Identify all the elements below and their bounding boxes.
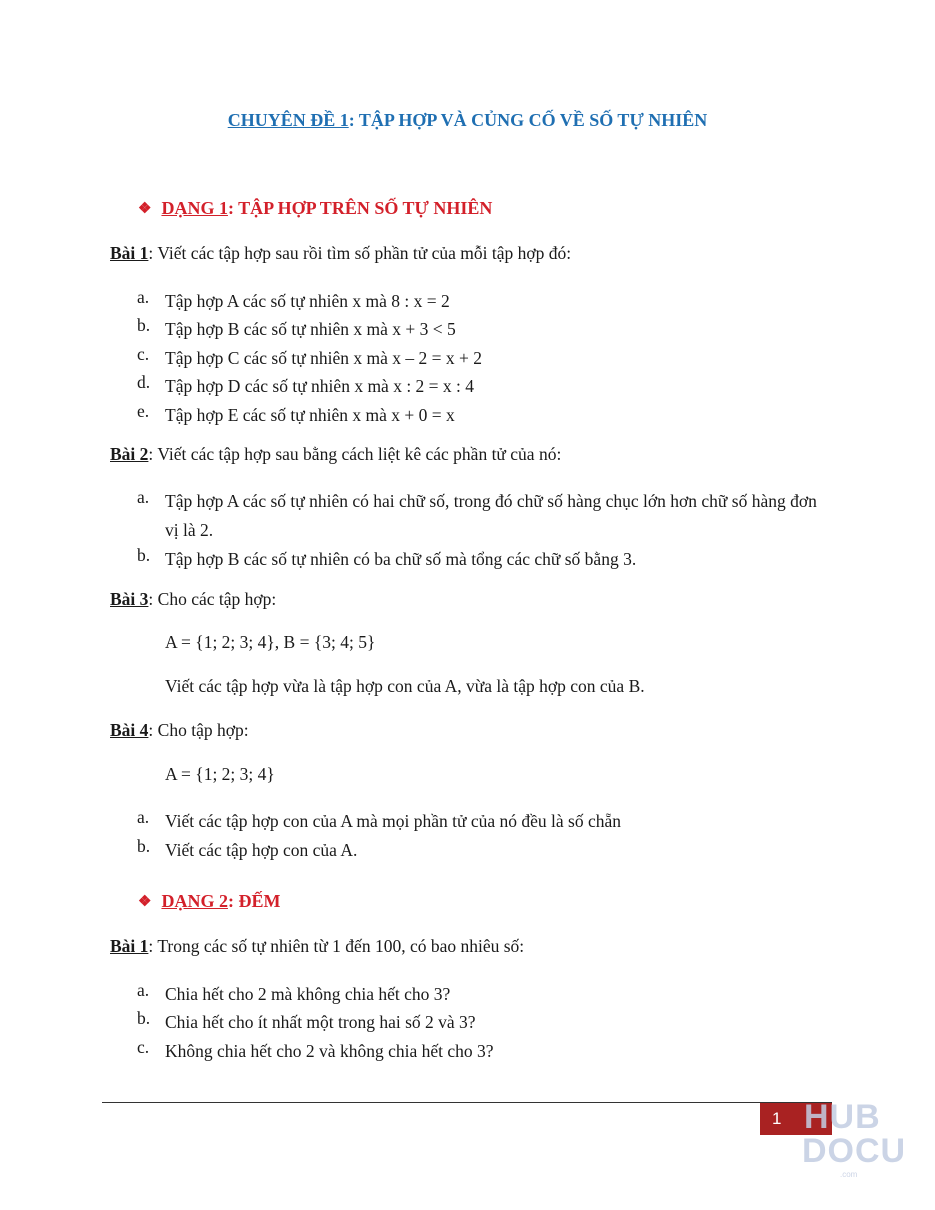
exercise-heading	[110, 444, 561, 465]
diamond-bullet-icon: ❖	[138, 201, 152, 217]
list-item	[137, 1037, 827, 1066]
diamond-bullet-icon: ❖	[138, 894, 152, 910]
exercise-label: Bài 4	[110, 720, 149, 740]
list-text: Chia hết cho ít nhất một trong hai số 2 và 3?	[165, 1012, 476, 1032]
page-title-prefix: CHUYÊN ĐỀ 1	[227, 110, 349, 130]
list-text: Viết các tập hợp con của A.	[165, 840, 358, 860]
list-item	[137, 372, 827, 401]
list-letter: a.	[137, 487, 150, 507]
list-letter: a.	[137, 807, 150, 827]
list-letter: c.	[137, 344, 150, 364]
exercise-label: Bài 3	[110, 589, 149, 609]
list-text: Tập hợp D các số tự nhiên x mà x : 2 = x : 4	[165, 376, 475, 396]
list-item	[137, 836, 827, 865]
list-letter: b.	[137, 315, 151, 335]
exercise-instruction: Viết các tập hợp vừa là tập hợp con của A, vừa là tập hợp con của B.	[165, 676, 645, 696]
list-letter: b.	[137, 836, 151, 856]
watermark-logo	[798, 1098, 908, 1178]
set-definition: A = {1; 2; 3; 4}, B = {3; 4; 5}	[165, 632, 376, 652]
exercise-label: Bài 1	[110, 243, 149, 263]
list-item	[137, 545, 827, 574]
exercise-text: : Cho các tập hợp:	[148, 589, 277, 609]
list-item	[137, 315, 827, 344]
section-heading-1	[138, 198, 492, 219]
set-definition: A = {1; 2; 3; 4}	[165, 764, 275, 784]
exercise-text: : Viết các tập hợp sau bằng cách liệt kê các phần tử của nó:	[148, 444, 562, 464]
exercise-heading	[110, 243, 571, 264]
list-letter: b.	[137, 1008, 151, 1028]
section-heading-rest: : ĐẾM	[227, 891, 281, 911]
exercise-label: Bài 1	[110, 936, 149, 956]
list-text: Viết các tập hợp con của A mà mọi phần tử của nó đều là số chẵn	[165, 811, 622, 831]
list-text: Tập hợp A các số tự nhiên x mà 8 : x = 2	[165, 291, 450, 311]
section-heading-rest: : TẬP HỢP TRÊN SỐ TỰ NHIÊN	[227, 198, 493, 218]
list-letter: e.	[137, 401, 150, 421]
page-title	[0, 110, 935, 131]
list-item	[137, 1008, 827, 1037]
footer-divider	[102, 1102, 832, 1103]
list-text: Không chia hết cho 2 và không chia hết cho 3?	[165, 1041, 494, 1061]
list-text: Tập hợp B các số tự nhiên có ba chữ số mà tổng các chữ số bằng 3.	[165, 549, 637, 569]
list-letter: b.	[137, 545, 151, 565]
exercise-text: : Trong các số tự nhiên từ 1 đến 100, có bao nhiêu số:	[148, 936, 525, 956]
section-heading-2	[138, 891, 280, 912]
section-heading-prefix: DẠNG 1	[161, 198, 228, 218]
list-text: Tập hợp C các số tự nhiên x mà x – 2 = x + 2	[165, 348, 482, 368]
list-letter: a.	[137, 980, 150, 1000]
logo-text-line1: HUB	[804, 1098, 881, 1136]
logo-text-line3: .com	[840, 1170, 858, 1179]
list-item	[137, 287, 827, 316]
list-item	[137, 807, 827, 836]
page-number: 1	[772, 1109, 782, 1128]
list-text: Tập hợp E các số tự nhiên x mà x + 0 = x	[165, 405, 455, 425]
list-text: Tập hợp A các số tự nhiên có hai chữ số, trong đó chữ số hàng chục lớn hơn chữ số hàng đơn vị là 2.	[165, 491, 817, 540]
list-letter: a.	[137, 287, 150, 307]
exercise-text: : Viết các tập hợp sau rồi tìm số phần tử của mỗi tập hợp đó:	[148, 243, 572, 263]
logo-text-line2: DOCU	[802, 1132, 907, 1170]
page-title-rest: : TẬP HỢP VÀ CỦNG CỐ VỀ SỐ TỰ NHIÊN	[348, 110, 708, 130]
exercise-heading	[110, 936, 524, 957]
exercise-label: Bài 2	[110, 444, 149, 464]
list-letter: c.	[137, 1037, 150, 1057]
exercise-heading	[110, 720, 249, 741]
list-item	[137, 401, 827, 430]
list-item	[137, 344, 827, 373]
section-heading-prefix: DẠNG 2	[161, 891, 228, 911]
list-text: Chia hết cho 2 mà không chia hết cho 3?	[165, 984, 451, 1004]
list-item	[137, 487, 827, 545]
list-letter: d.	[137, 372, 151, 392]
exercise-heading	[110, 589, 276, 610]
exercise-text: : Cho tập hợp:	[148, 720, 249, 740]
list-item	[137, 980, 827, 1009]
list-text: Tập hợp B các số tự nhiên x mà x + 3 < 5	[165, 319, 456, 339]
